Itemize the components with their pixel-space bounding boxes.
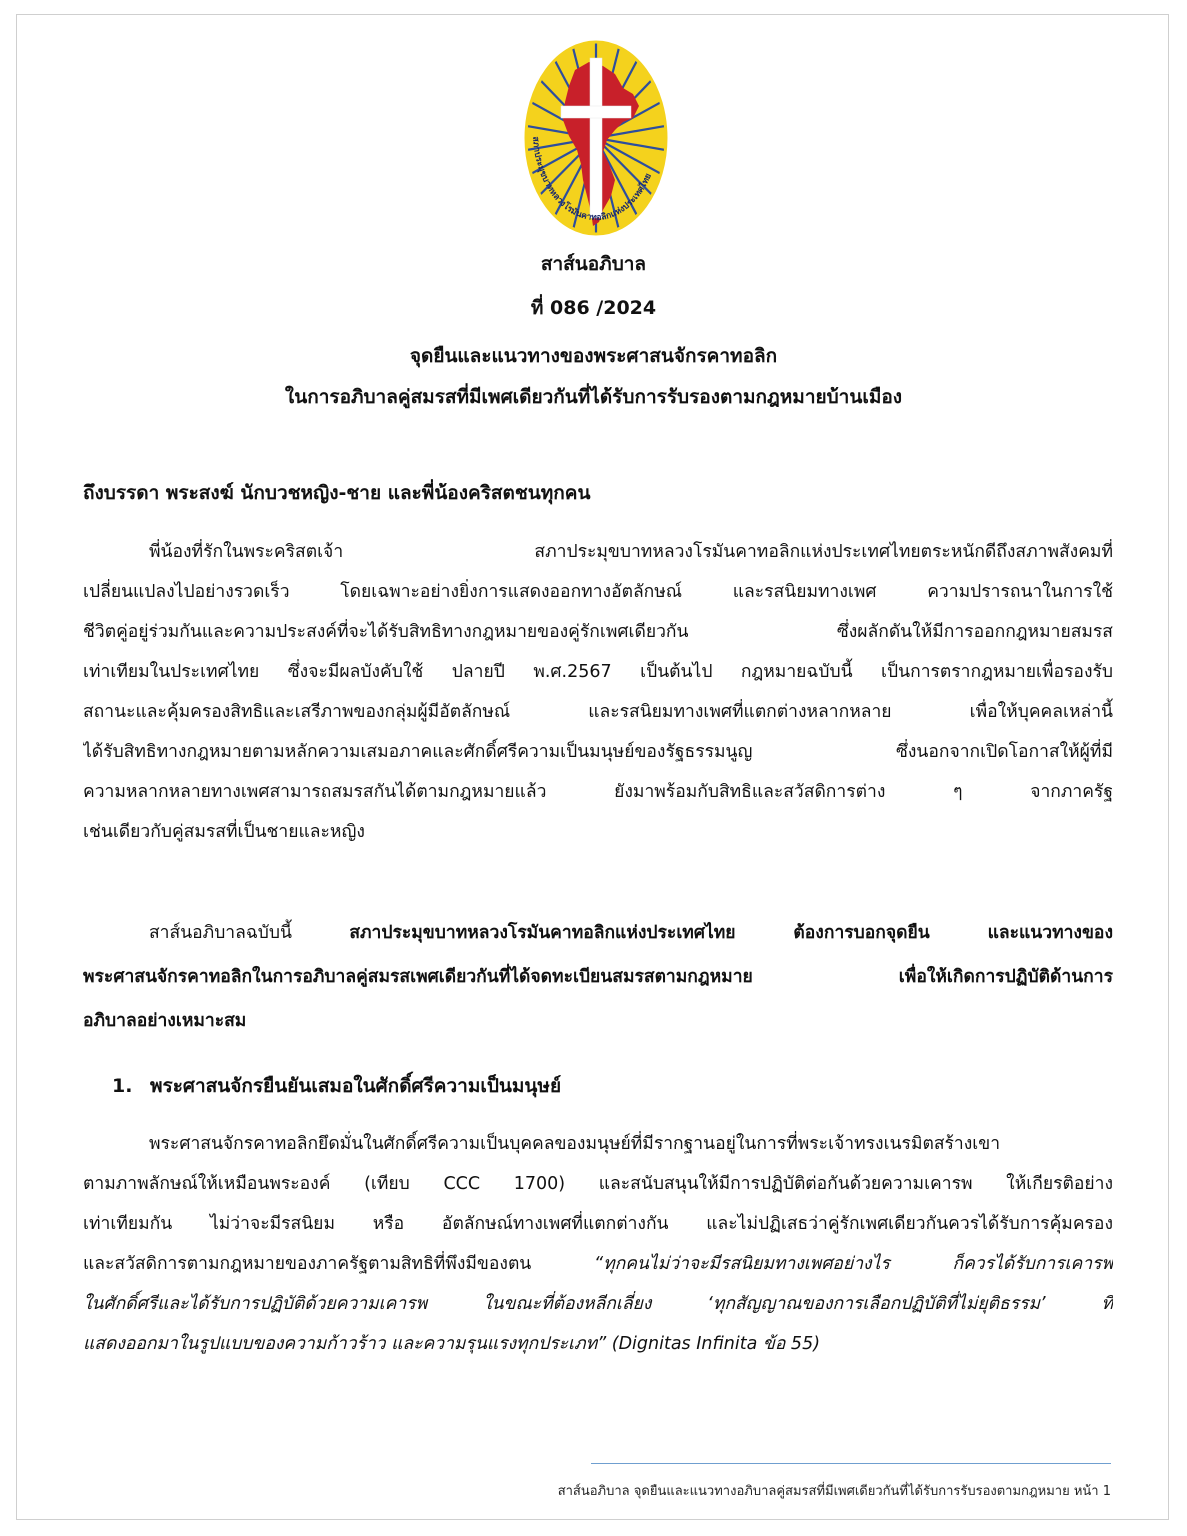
quotation-text: “ทุกคนไม่ว่าจะมีรสนิยมทางเพศอย่างไร ก็ควรได้รับการเคารพ bbox=[594, 1254, 1113, 1274]
title-line-1: จุดยืนและแนวทางของพระศาสนจักรคาทอลิก bbox=[409, 345, 778, 367]
emphasis-text: อภิบาลอย่างเหมาะสม bbox=[83, 1011, 247, 1031]
paragraph-line bbox=[83, 911, 1113, 955]
paragraph-line bbox=[83, 1324, 1113, 1364]
paragraph-lead-text: สาส์นอภิบาลฉบับนี้ bbox=[149, 923, 350, 943]
quotation-text: ในศักดิ์ศรีและได้รับการปฏิบัติด้วยความเคารพ ในขณะที่ต้องหลีกเลี่ยง ‘ทุกสัญญาณของการเลือกปฏิบัติที่ไม่ยุติธรรม’ ที่ bbox=[83, 1294, 1113, 1314]
quotation-text: แสดงออกมาในรูปแบบของความก้าวร้าว และความรุนแรงทุกประเภท” (Dignitas Infinita ข้อ 55) bbox=[83, 1334, 821, 1354]
paragraph-line: ตามภาพลักษณ์ให้เหมือนพระองค์ (เทียบ CCC 1700) และสนับสนุนให้มีการปฏิบัติต่อกันด้วยความเคารพ ให้เกียรติอย่าง bbox=[83, 1174, 1113, 1194]
cbct-logo-emblem bbox=[523, 40, 669, 236]
footer-divider bbox=[591, 1463, 1111, 1464]
cross-icon bbox=[590, 58, 602, 218]
paragraph-line: เปลี่ยนแปลงไปอย่างรวดเร็ว โดยเฉพาะอย่างยิ่งการแสดงออกทางอัตลักษณ์ และรสนิยมทางเพศ ความปรารถนาในการใช้ bbox=[83, 582, 1113, 602]
section-title: พระศาสนจักรยืนยันเสมอในศักดิ์ศรีความเป็นมนุษย์ bbox=[150, 1075, 562, 1097]
paragraph-line: พี่น้องที่รักในพระคริสตเจ้า สภาประมุขบาทหลวงโรมันคาทอลิกแห่งประเทศไทยตระหนักดีถึงสภาพสังคมที่ bbox=[149, 542, 1113, 562]
paragraph-line bbox=[83, 955, 1113, 999]
salutation: ถึงบรรดา พระสงฆ์ นักบวชหญิง-ชาย และพี่น้องคริสตชนทุกคน bbox=[83, 482, 591, 504]
paragraph-line: เท่าเทียมในประเทศไทย ซึ่งจะมีผลบังคับใช้ ปลายปี พ.ศ.2567 เป็นต้นไป กฎหมายฉบับนี้ เป็นการตรากฎหมายเพื่อรองรับ bbox=[83, 662, 1113, 682]
title-line-2: ในการอภิบาลคู่สมรสที่มีเพศเดียวกันที่ได้รับการรับรองตามกฎหมายบ้านเมือง bbox=[284, 386, 903, 408]
logo-ring-text: สภาประมุขบาทหลวงโรมันคาทอลิกแห่งประเทศไทย bbox=[530, 136, 654, 224]
paragraph-line: ความหลากหลายทางเพศสามารถสมรสกันได้ตามกฎหมายแล้ว ยังมาพร้อมกับสิทธิและสวัสดิการต่าง ๆ จากภาครัฐ bbox=[83, 782, 1113, 802]
paragraph-2 bbox=[83, 911, 1113, 1043]
emphasis-text: พระศาสนจักรคาทอลิกในการอภิบาลคู่สมรสเพศเดียวกันที่ได้จดทะเบียนสมรสตามกฎหมาย เพื่อให้เกิดการปฏิบัติด้านการ bbox=[83, 967, 1113, 987]
document-type: สาส์นอภิบาล bbox=[540, 253, 647, 275]
paragraph-line: ชีวิตคู่อยู่ร่วมกันและความประสงค์ที่จะได้รับสิทธิทางกฎหมายของคู่รักเพศเดียวกัน ซึ่งผลักดันให้มีการออกกฎหมายสมรส bbox=[83, 622, 1113, 642]
paragraph-3 bbox=[83, 1124, 1113, 1364]
paragraph-line: ได้รับสิทธิทางกฎหมายตามหลักความเสมอภาคและศักดิ์ศรีความเป็นมนุษย์ของรัฐธรรมนูญ ซึ่งนอกจากเปิดโอกาสให้ผู้ที่มี bbox=[83, 742, 1113, 762]
emphasis-text: สภาประมุขบาทหลวงโรมันคาทอลิกแห่งประเทศไทย ต้องการบอกจุดยืน และแนวทางของ bbox=[349, 923, 1113, 943]
section-number: 1. bbox=[112, 1075, 133, 1097]
paragraph-line: พระศาสนจักรคาทอลิกยึดมั่นในศักดิ์ศรีความเป็นบุคคลของมนุษย์ที่มีรากฐานอยู่ในการที่พระเจ้าทรงเนรมิตสร้างเขา bbox=[149, 1134, 1001, 1154]
page-footer: สาส์นอภิบาล จุดยืนและแนวทางอภิบาลคู่สมรสที่มีเพศเดียวกันที่ได้รับการรับรองตามกฎหมาย หน้า 1 bbox=[557, 1484, 1111, 1499]
paragraph-line bbox=[83, 1244, 1113, 1284]
paragraph-line: เท่าเทียมกัน ไม่ว่าจะมีรสนิยม หรือ อัตลักษณ์ทางเพศที่แตกต่างกัน และไม่ปฏิเสธว่าคู่รักเพศเดียวกันควรได้รับการคุ้มครอง bbox=[83, 1214, 1113, 1234]
paragraph-line: เช่นเดียวกับคู่สมรสที่เป็นชายและหญิง bbox=[83, 822, 365, 842]
document-number: ที่ 086 /2024 bbox=[530, 297, 657, 319]
paragraph-line bbox=[83, 999, 1113, 1043]
paragraph-text: และสวัสดิการตามกฎหมายของภาครัฐตามสิทธิที่พึงมีของตน bbox=[83, 1254, 595, 1274]
paragraph-line: สถานะและคุ้มครองสิทธิและเสรีภาพของกลุ่มผู้มีอัตลักษณ์ และรสนิยมทางเพศที่แตกต่างหลากหลาย เพื่อให้บุคคลเหล่านี้ bbox=[83, 702, 1113, 722]
paragraph-line bbox=[83, 1284, 1113, 1324]
section-1-heading bbox=[112, 1073, 561, 1099]
paragraph-1 bbox=[83, 532, 1113, 852]
